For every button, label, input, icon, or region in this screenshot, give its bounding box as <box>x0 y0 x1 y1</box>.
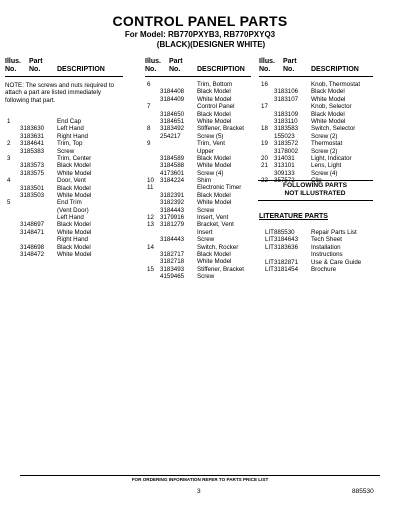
table-row <box>5 162 123 169</box>
table-row <box>259 118 373 125</box>
part-description: Black Model <box>197 154 231 162</box>
table-row <box>145 273 251 280</box>
part-description: White Model <box>311 117 346 125</box>
document-number: 885530 <box>352 488 374 495</box>
parts-column-2 <box>145 81 251 281</box>
part-number: LIT3182871 <box>265 258 299 266</box>
part-description: Repair Parts List <box>311 229 357 236</box>
part-description: Left Hand <box>57 214 84 222</box>
part-description: Screw (5) <box>197 132 224 140</box>
part-description: Trim, Top <box>57 140 83 148</box>
color-line: (BLACK)(DESIGNER WHITE) <box>156 40 266 49</box>
part-number: 3179916 <box>160 214 185 222</box>
table-row <box>145 177 251 184</box>
part-description: White Model <box>57 169 92 177</box>
part-number: 3148697 <box>20 221 45 229</box>
part-number: LIT885530 <box>265 229 295 236</box>
table-row <box>145 118 251 125</box>
part-number: 314031 <box>274 154 295 162</box>
part-number: 3181279 <box>160 221 185 229</box>
part-description: Right Hand <box>57 132 88 140</box>
part-number: 3182718 <box>160 258 185 266</box>
table-row <box>5 251 123 258</box>
table-row <box>259 125 373 132</box>
illus-header: Illus. No. <box>5 58 21 73</box>
part-description: Black Model <box>57 221 91 229</box>
col1-header <box>5 58 123 76</box>
part-description: Switch, Selector <box>311 125 356 133</box>
part-description: Screw (2) <box>311 132 338 140</box>
part-number: 3184589 <box>160 154 185 162</box>
page-number: 3 <box>197 488 201 495</box>
part-description: Trim, Vent <box>197 140 225 148</box>
illus-number: 8 <box>147 125 151 133</box>
table-row <box>5 133 123 140</box>
part-description: Control Panel <box>197 103 235 111</box>
part-number: 3148698 <box>20 243 45 251</box>
illus-number: 3 <box>7 154 11 162</box>
table-row <box>145 96 251 103</box>
part-number: 3184443 <box>160 206 185 214</box>
model-line: For Model: RB770PXYB3, RB770PXYQ3 <box>124 30 276 39</box>
part-description: Lens, Light <box>311 162 342 170</box>
part-description: Black Model <box>57 162 91 170</box>
part-description: Screw <box>57 147 75 155</box>
part-header: Part No. <box>169 58 183 73</box>
illus-number: 21 <box>261 162 268 170</box>
part-description: Trim, Bottom <box>197 81 233 88</box>
part-description: Knob, Thermostat <box>311 81 361 88</box>
part-description: Black Model <box>57 243 91 251</box>
part-number: 3184408 <box>160 88 185 96</box>
table-row <box>145 229 251 236</box>
ordering-info: FOR ORDERING INFORMATION REFER TO PARTS PRICE LIST <box>131 477 269 482</box>
part-description: Brochure <box>311 265 337 273</box>
part-number: 3183573 <box>20 162 45 170</box>
screws-note: NOTE: The screws and nuts required to attach a part are listed immediately following that part. <box>5 82 114 104</box>
illus-number: 16 <box>261 81 268 88</box>
part-description: Black Model <box>197 191 231 199</box>
part-description: Black Model <box>197 88 231 96</box>
table-row <box>145 111 251 118</box>
illus-number: 20 <box>261 154 268 162</box>
part-number: 3183631 <box>20 132 45 140</box>
table-row <box>5 148 123 155</box>
table-row <box>259 140 373 147</box>
part-header: Part No. <box>283 58 297 73</box>
part-number: 3184224 <box>160 177 185 185</box>
part-description: Instructions <box>311 251 343 259</box>
table-row <box>259 170 373 177</box>
table-row <box>145 236 251 243</box>
table-row <box>259 96 373 103</box>
part-description: Bracket, Vent <box>197 221 234 229</box>
table-row <box>145 162 251 169</box>
part-number: 3183575 <box>20 169 45 177</box>
parts-column-3 <box>259 81 373 184</box>
illus-number: 15 <box>147 265 154 273</box>
table-row <box>145 221 251 228</box>
table-row <box>145 266 251 273</box>
table-row <box>259 111 373 118</box>
table-row <box>145 244 251 251</box>
table-row <box>259 81 373 88</box>
following-parts-rule-bottom <box>258 200 373 201</box>
part-number: 3183583 <box>274 125 299 133</box>
table-row <box>259 259 373 266</box>
table-row <box>5 155 123 162</box>
part-description: Black Model <box>311 88 345 96</box>
part-description: Black Model <box>57 184 91 192</box>
part-description: Screw (4) <box>311 169 338 177</box>
table-row <box>259 133 373 140</box>
col3-header <box>259 58 373 76</box>
col1-rule <box>5 76 123 77</box>
part-number: 3183109 <box>274 110 299 118</box>
part-description: Switch, Rocker <box>197 243 239 251</box>
part-description: White Model <box>311 95 346 103</box>
part-description: Tech Sheet <box>311 236 342 244</box>
part-description: White Model <box>57 251 92 259</box>
illus-number: 11 <box>147 184 154 192</box>
part-number: 3182717 <box>160 250 185 258</box>
part-description: Trim, Center <box>57 154 92 162</box>
part-number: 3184443 <box>160 236 185 244</box>
part-number: 254217 <box>160 132 181 140</box>
part-description: Upper <box>197 147 214 155</box>
table-row <box>5 199 123 206</box>
table-row <box>145 207 251 214</box>
table-row <box>145 184 251 191</box>
part-description: Knob, Selector <box>311 103 352 111</box>
table-row <box>145 133 251 140</box>
part-number: 3185383 <box>20 147 45 155</box>
illus-number: 7 <box>147 103 151 111</box>
part-number: 3183501 <box>20 184 45 192</box>
part-number: 309133 <box>274 169 295 177</box>
table-row <box>5 192 123 199</box>
part-description: Stiffener, Bracket <box>197 265 245 273</box>
illus-number: 9 <box>147 140 151 148</box>
part-description: Black Model <box>197 250 231 258</box>
footer-rule <box>20 475 380 476</box>
part-description: End Trim <box>57 199 82 207</box>
part-number: 3184409 <box>160 95 185 103</box>
part-description: White Model <box>197 258 232 266</box>
table-row <box>145 125 251 132</box>
table-row <box>259 244 373 251</box>
part-description: Screw (4) <box>197 169 224 177</box>
part-description: Insert, Vent <box>197 214 229 222</box>
table-row <box>145 81 251 88</box>
part-description: White Model <box>197 162 232 170</box>
table-row <box>5 221 123 228</box>
description-header: DESCRIPTION <box>57 66 105 73</box>
table-row <box>259 251 373 258</box>
table-row <box>145 199 251 206</box>
table-row <box>5 229 123 236</box>
part-description: Light, Indicator <box>311 154 352 162</box>
part-number: 3184650 <box>160 110 185 118</box>
part-description: Right Hand <box>57 236 88 244</box>
table-row <box>5 244 123 251</box>
col2-header <box>145 58 251 76</box>
part-number: 3183106 <box>274 88 299 96</box>
part-description: Screw <box>197 236 215 244</box>
part-number: LIT3184643 <box>265 236 299 244</box>
description-header: DESCRIPTION <box>197 66 245 73</box>
table-row <box>5 125 123 132</box>
following-parts-heading: FOLLOWING PARTS NOT ILLUSTRATED <box>283 182 347 197</box>
part-description: Insert <box>197 228 213 236</box>
part-description: White Model <box>197 117 232 125</box>
table-row <box>259 266 373 273</box>
part-number: 3183492 <box>160 125 185 133</box>
table-row <box>145 155 251 162</box>
literature-parts-list <box>259 229 373 273</box>
table-row <box>5 236 123 243</box>
illus-number: 12 <box>147 214 154 222</box>
literature-parts-heading: LITERATURE PARTS <box>259 213 328 220</box>
part-number: LIT3183636 <box>265 243 299 251</box>
table-row <box>259 236 373 243</box>
part-description: Use & Care Guide <box>311 258 362 266</box>
part-description: End Cap <box>57 118 82 125</box>
part-description: Electronic Timer <box>197 184 242 192</box>
table-row <box>5 140 123 147</box>
part-number: 3148472 <box>20 251 45 259</box>
part-number: 3178002 <box>274 147 299 155</box>
table-row <box>145 103 251 110</box>
table-row <box>145 170 251 177</box>
table-row <box>145 251 251 258</box>
table-row <box>5 177 123 184</box>
part-description: Left Hand <box>57 125 84 133</box>
part-description: Door, Vent <box>57 177 86 185</box>
table-row <box>5 207 123 214</box>
illus-number: 1 <box>7 118 11 125</box>
illus-number: 18 <box>261 125 268 133</box>
table-row <box>145 148 251 155</box>
illus-number: 13 <box>147 221 154 229</box>
part-number: 3182391 <box>160 191 185 199</box>
part-number: 3183572 <box>274 140 299 148</box>
part-description: Black Model <box>311 110 345 118</box>
table-row <box>145 192 251 199</box>
illus-number: 14 <box>147 243 154 251</box>
col3-rule <box>259 76 373 77</box>
part-number: 3184641 <box>20 140 45 148</box>
illus-number: 6 <box>147 81 151 88</box>
part-number: 4173601 <box>160 169 185 177</box>
table-row <box>5 214 123 221</box>
table-row <box>259 162 373 169</box>
part-description: Screw <box>197 273 215 281</box>
table-row <box>259 88 373 95</box>
part-description: White Model <box>57 228 92 236</box>
table-row <box>259 148 373 155</box>
illus-header: Illus. No. <box>145 58 161 73</box>
table-row <box>145 258 251 265</box>
part-number: 3183630 <box>20 125 45 133</box>
illus-number: 4 <box>7 177 11 185</box>
part-number: 3182392 <box>160 199 185 207</box>
part-number: 3183493 <box>160 265 185 273</box>
part-header: Part No. <box>29 58 43 73</box>
part-number: 3183110 <box>274 117 298 125</box>
part-description: Screw (2) <box>311 147 338 155</box>
table-row <box>5 118 123 125</box>
table-row <box>259 103 373 110</box>
part-number: 3184588 <box>160 162 185 170</box>
part-description: Black Model <box>197 110 231 118</box>
part-number: 3183107 <box>274 95 299 103</box>
part-description: White Model <box>197 95 232 103</box>
table-row <box>5 185 123 192</box>
table-row <box>145 214 251 221</box>
table-row <box>259 155 373 162</box>
part-description: Stiffener, Bracket <box>197 125 245 133</box>
illus-header: Illus. No. <box>259 58 275 73</box>
illus-number: 19 <box>261 140 268 148</box>
part-description: Installation <box>311 243 341 251</box>
part-description: Thermostat <box>311 140 343 148</box>
illus-number: 2 <box>7 140 11 148</box>
illus-number: 10 <box>147 177 154 185</box>
part-number: 4159465 <box>160 273 185 281</box>
col2-rule <box>145 76 251 77</box>
illus-number: 5 <box>7 199 11 207</box>
part-number: 313101 <box>274 162 295 170</box>
part-number: 3184651 <box>160 117 185 125</box>
table-row <box>5 170 123 177</box>
following-parts-rule-top <box>258 180 373 181</box>
part-description: Screw <box>197 206 215 214</box>
table-row <box>145 140 251 147</box>
part-number: 155023 <box>274 132 295 140</box>
illus-number: 17 <box>261 103 268 111</box>
table-row <box>259 229 373 236</box>
part-description: Shim <box>197 177 212 185</box>
description-header: DESCRIPTION <box>311 66 359 73</box>
part-description: White Model <box>57 191 92 199</box>
part-description: (Vent Door) <box>57 206 89 214</box>
part-description: White Model <box>197 199 232 207</box>
page-title: CONTROL PANEL PARTS <box>112 13 288 29</box>
part-number: LIT3181454 <box>265 265 299 273</box>
part-number: 3183503 <box>20 191 45 199</box>
table-row <box>145 88 251 95</box>
part-number: 3148471 <box>20 228 45 236</box>
parts-column-1 <box>5 118 123 258</box>
